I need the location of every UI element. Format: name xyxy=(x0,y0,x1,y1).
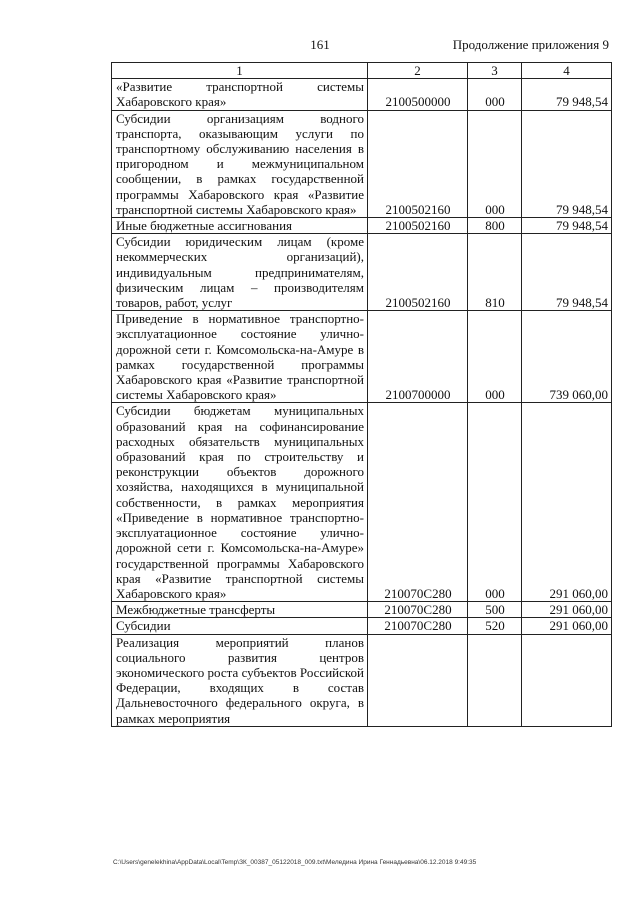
row-code: 210070С280 xyxy=(368,602,468,618)
continuation-label: Продолжение приложения 9 xyxy=(452,37,609,52)
row-description: Иные бюджетные ассигнования xyxy=(112,218,368,234)
row-amount: 79 948,54 xyxy=(522,79,612,110)
row-kind: 000 xyxy=(468,79,522,110)
row-code: 2100502160 xyxy=(368,234,468,311)
row-amount: 291 060,00 xyxy=(522,618,612,634)
row-code: 210070С280 xyxy=(368,618,468,634)
row-code: 210070С280 xyxy=(368,403,468,602)
row-code: 2100502160 xyxy=(368,218,468,234)
row-code: 2100500000 xyxy=(368,79,468,110)
row-description: Субсидии бюджетам муниципальных образований края на софинансирование расходных обязательств муниципальных образований края по строительству и реконструкции объектов дорожного хозяйства, находящихся в муниципальной собственности, в рамках мероприятия «Приведение в нормативное транспортно-эксплуатационное состояние улично-дорожной сети г. Комсомольска-на-Амуре» государственной программы Хабаровского края «Развитие транспортной системы Хабаровского края» xyxy=(112,403,368,602)
row-amount: 739 060,00 xyxy=(522,311,612,403)
table-row xyxy=(112,403,612,602)
table-row xyxy=(112,218,612,234)
table-row xyxy=(112,110,612,217)
row-code xyxy=(368,634,468,726)
page-number: 161 xyxy=(310,37,330,52)
budget-table xyxy=(111,62,612,727)
column-header: 3 xyxy=(468,63,522,79)
table-row xyxy=(112,634,612,726)
row-kind xyxy=(468,634,522,726)
row-code: 2100502160 xyxy=(368,110,468,217)
table-row xyxy=(112,79,612,110)
row-description: Межбюджетные трансферты xyxy=(112,602,368,618)
row-kind: 800 xyxy=(468,218,522,234)
file-path-footer: C:\Users\genelekhina\AppData\Local\Temp\ЗК_00387_05122018_009.txt\Меледина Ирина Геннадьевна\06.12.2018 9:49:35 xyxy=(113,859,477,866)
column-header: 2 xyxy=(368,63,468,79)
row-kind: 000 xyxy=(468,311,522,403)
row-kind: 000 xyxy=(468,110,522,217)
row-amount: 79 948,54 xyxy=(522,218,612,234)
row-kind: 500 xyxy=(468,602,522,618)
row-amount: 79 948,54 xyxy=(522,234,612,311)
table-row xyxy=(112,602,612,618)
row-amount: 291 060,00 xyxy=(522,602,612,618)
table-row xyxy=(112,234,612,311)
row-amount: 79 948,54 xyxy=(522,110,612,217)
row-kind: 810 xyxy=(468,234,522,311)
row-description: Субсидии юридическим лицам (кроме некоммерческих организаций), индивидуальным предпринимателям, физическим лицам – производителям товаров, работ, услуг xyxy=(112,234,368,311)
column-header: 4 xyxy=(522,63,612,79)
table-header-row xyxy=(112,63,612,79)
row-description: Субсидии xyxy=(112,618,368,634)
row-description: Реализация мероприятий планов социального развития центров экономического роста субъектов Российской Федерации, входящих в состав Дальневосточного федерального округа, в рамках мероприятия xyxy=(112,634,368,726)
row-kind: 520 xyxy=(468,618,522,634)
table-row xyxy=(112,618,612,634)
row-amount: 291 060,00 xyxy=(522,403,612,602)
row-description: Приведение в нормативное транспортно-эксплуатационное состояние улично-дорожной сети г. Комсомольска-на-Амуре в рамках государственной программы Хабаровского края «Развитие транспортной системы Хабаровского края» xyxy=(112,311,368,403)
column-header: 1 xyxy=(112,63,368,79)
table-row xyxy=(112,311,612,403)
row-kind: 000 xyxy=(468,403,522,602)
row-amount xyxy=(522,634,612,726)
row-description: Субсидии организациям водного транспорта, оказывающим услуги по транспортному обслуживанию населения в пригородном и межмуниципальном сообщении, в рамках государственной программы Хабаровского края «Развитие транспортной системы Хабаровского края» xyxy=(112,110,368,217)
row-description: «Развитие транспортной системы Хабаровского края» xyxy=(112,79,368,110)
row-code: 2100700000 xyxy=(368,311,468,403)
